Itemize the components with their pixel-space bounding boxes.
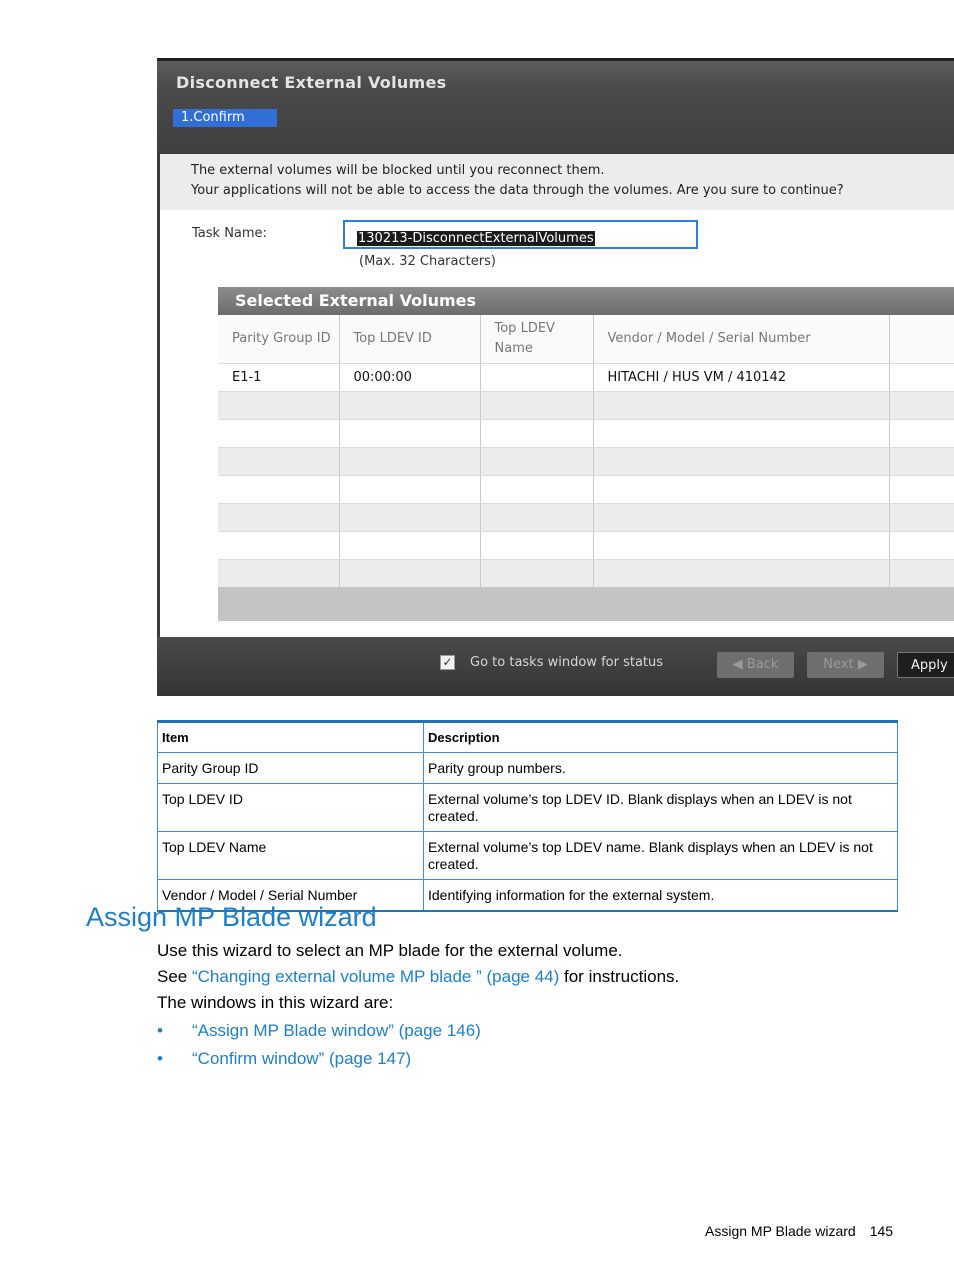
list-item xyxy=(157,1049,411,1069)
description-cell: External volume’s top LDEV ID. Blank displays when an LDEV is not created. xyxy=(424,784,898,832)
task-name-value: 130213-DisconnectExternalVolumes xyxy=(358,231,594,246)
step-indicator[interactable]: 1.Confirm xyxy=(173,109,277,127)
description-cell: Parity group numbers. xyxy=(424,753,898,784)
item-cell: Parity Group ID xyxy=(158,753,424,784)
empty-row xyxy=(218,392,954,420)
back-button[interactable]: ◀ Back xyxy=(717,652,794,678)
table-row xyxy=(158,832,898,880)
col-vendor-model-serial[interactable]: Vendor / Model / Serial Number xyxy=(593,315,889,364)
task-name-input[interactable] xyxy=(343,220,698,249)
dialog-screenshot xyxy=(157,58,954,696)
dialog-body xyxy=(160,154,954,637)
see-prefix: See xyxy=(157,967,192,986)
windows-intro: The windows in this wizard are: xyxy=(157,993,394,1012)
cell-vendor: HITACHI / HUS VM / 410142 xyxy=(593,364,889,392)
confirm-window-link[interactable]: “Confirm window” (page 147) xyxy=(192,1049,412,1068)
bullet-icon: • xyxy=(157,1049,163,1068)
empty-row xyxy=(218,532,954,560)
header-description: Description xyxy=(424,722,898,753)
table-row[interactable] xyxy=(218,364,954,392)
cell-ldev-name xyxy=(480,364,593,392)
page-footer xyxy=(705,1223,893,1239)
empty-row xyxy=(218,560,954,588)
check-icon: ✓ xyxy=(442,655,453,669)
task-name-hint: (Max. 32 Characters) xyxy=(359,254,496,269)
col-top-ldev-name[interactable]: Top LDEV Name xyxy=(480,315,593,364)
empty-row xyxy=(218,420,954,448)
list-item xyxy=(157,1021,481,1041)
col-parity-group-id[interactable]: Parity Group ID xyxy=(218,315,339,364)
message-line-1: The external volumes will be blocked until you reconnect them. xyxy=(191,163,605,178)
confirm-message xyxy=(160,154,954,210)
cell-extra xyxy=(889,364,954,392)
next-button[interactable]: Next ▶ xyxy=(807,652,884,678)
item-description-table xyxy=(157,720,898,912)
col-top-ldev-id[interactable]: Top LDEV ID xyxy=(339,315,480,364)
col-extra xyxy=(889,315,954,364)
see-suffix: for instructions. xyxy=(559,967,680,986)
go-to-tasks-checkbox[interactable] xyxy=(440,655,455,670)
message-line-2: Your applications will not be able to access the data through the volumes. Are you sure to continue? xyxy=(191,183,844,198)
description-cell: Identifying information for the external system. xyxy=(424,880,898,912)
table-row xyxy=(158,784,898,832)
section-title: Assign MP Blade wizard xyxy=(86,902,377,932)
item-cell: Vendor / Model / Serial Number xyxy=(158,880,424,912)
selected-volumes-table xyxy=(218,315,954,588)
task-name-label: Task Name: xyxy=(192,226,267,241)
header-item: Item xyxy=(158,722,424,753)
cell-parity: E1-1 xyxy=(218,364,339,392)
empty-row xyxy=(218,504,954,532)
dialog-button-bar xyxy=(157,637,954,696)
go-to-tasks-label: Go to tasks window for status xyxy=(470,655,664,670)
item-cell: Top LDEV ID xyxy=(158,784,424,832)
cell-ldev-id: 00:00:00 xyxy=(339,364,480,392)
intro-paragraph: Use this wizard to select an MP blade for the external volume. xyxy=(157,941,623,960)
selected-volumes-header: Selected External Volumes xyxy=(218,287,954,315)
table-footer-bar xyxy=(218,587,954,621)
assign-mp-blade-window-link[interactable]: “Assign MP Blade window” (page 146) xyxy=(192,1021,481,1040)
table-row xyxy=(158,753,898,784)
footer-title: Assign MP Blade wizard xyxy=(705,1223,856,1239)
item-cell: Top LDEV Name xyxy=(158,832,424,880)
dialog-header xyxy=(157,58,954,154)
changing-mp-blade-link[interactable]: “Changing external volume MP blade ” (page 44) xyxy=(191,967,560,986)
page-number: 145 xyxy=(869,1223,894,1239)
empty-row xyxy=(218,448,954,476)
dialog-title: Disconnect External Volumes xyxy=(176,73,447,92)
bullet-icon: • xyxy=(157,1021,163,1040)
empty-row xyxy=(218,476,954,504)
see-paragraph xyxy=(157,967,679,987)
description-cell: External volume’s top LDEV name. Blank displays when an LDEV is not created. xyxy=(424,832,898,880)
apply-button[interactable]: Apply xyxy=(897,652,954,678)
